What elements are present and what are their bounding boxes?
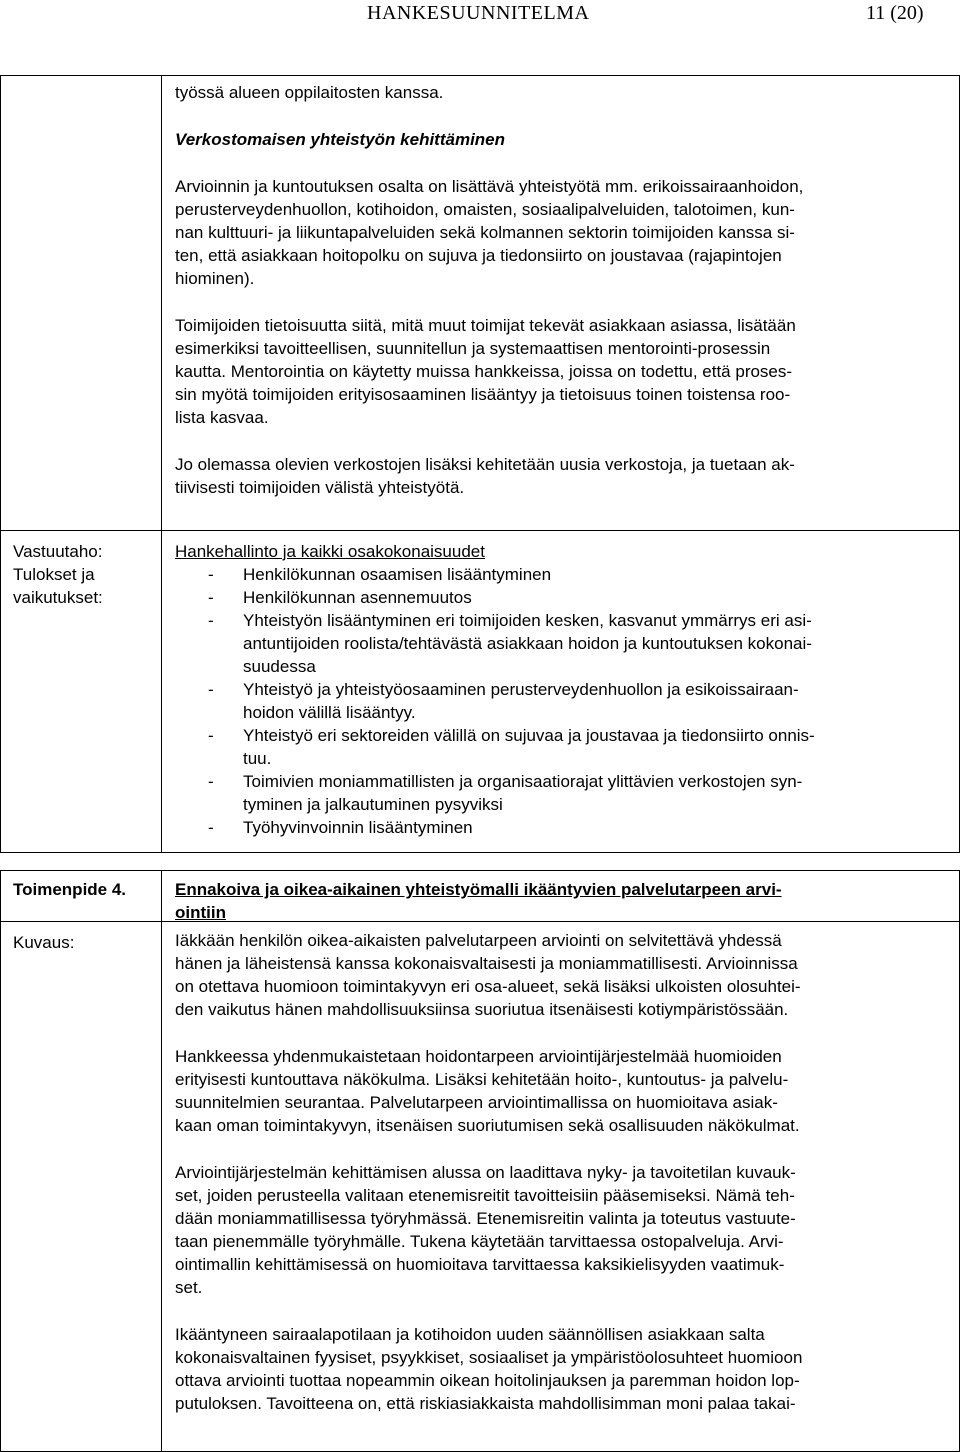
result-item: - Yhteistyö ja yhteistyöosaaminen perusterveydenhuollon ja esikoissairaan- hoidon välillä lisääntyy. <box>208 680 799 722</box>
plan-table-section-1 <box>0 75 960 853</box>
label-responsible: Vastuutaho: <box>13 542 103 561</box>
result-item: - Yhteistyö eri sektoreiden välillä on sujuvaa ja joustavaa ja tiedonsiirto onnis- tuu. <box>208 726 815 768</box>
text-line: työssä alueen oppilaitosten kanssa. <box>175 83 444 102</box>
responsible-party: Hankehallinto ja kaikki osakokonaisuudet <box>175 542 485 561</box>
result-item: - Työhyvinvoinnin lisääntyminen <box>208 818 473 837</box>
plan-table-section-2 <box>0 870 960 1452</box>
result-item: - Yhteistyön lisääntyminen eri toimijoiden kesken, kasvanut ymmärrys eri asi- antuntijoiden roolista/tehtävästä asiakkaan hoidon ja kuntoutuksen kokonai- suudessa <box>208 611 812 676</box>
description-label: Kuvaus: <box>13 933 75 952</box>
description-cell: Iäkkään henkilön oikea-aikaisten palvelutarpeen arviointi on selvitettävä yhdessä hänen ja läheistensä kanssa kokonaisvaltaisesti ja moniammatillisesti. Arvioinnissa on otettava huomioon toimintakyvyn eri osa-alueet, sekä lisäksi ulkoisten olosuhtei- den vaikutus hänen mahdollisuuksiinsa suoriutua itsenäisesti kotiympäristössään. Hankkeessa yhdenmukaistetaan hoidontarpeen arviointijärjestelmää huomioiden erityisesti kuntouttava näkökulma. Lisäksi kehitetään hoito-, kuntoutus- ja palvelu- suunnitelmien seurantaa. Palvelutarpeen arviointimallissa on huomioitava asiak- kaan oman toimintakyvyn, itsenäisen suoriutumisen sekä osallisuuden näkökulmat. Arviointijärjestelmän kehittämisen alussa on laadittava nyky- ja tavoitetilan kuvauk- set, joiden perusteella valitaan etenemisreitit tavoitteisiin pääsemiseksi. Nämä teh- dään moniammatillisessa työryhmässä. Etenemisreitin valinta ja toteutus vastuute- taan pienemmälle työryhmälle. Tukena käytetään tarvittaessa ostopalveluja. Arvi- ointimallin kehittämisessä on huomioitava tarvittaessa kaksikielisyyden vaatimuk- set. Ikääntyneen sairaalapotilaan ja kotihoidon uuden säännöllisen asiakkaan salta kokonaisvaltainen fyysiset, psyykkiset, sosiaaliset ja ympäristöolosuhteet huomioon ottava arviointi tuottaa nopeammin oikean hoitolinjauksen ja paremman hoidon lop- putuloksen. Tavoitteena on, että riskiasiakkaista mahdollisimman moni palaa takai- <box>175 931 803 1413</box>
label-cell <box>13 540 103 609</box>
label-results: Tulokset ja <box>13 565 95 584</box>
page-number: 11 (20) <box>866 2 924 24</box>
column-divider <box>161 76 162 852</box>
action-label: Toimenpide 4. <box>13 880 127 899</box>
results-cell <box>175 540 947 839</box>
column-divider <box>161 871 162 1451</box>
label-results-2: vaikutukset: <box>13 588 103 607</box>
result-item: - Henkilökunnan asennemuutos <box>208 588 472 607</box>
description-cell: työssä alueen oppilaitosten kanssa. Verkostomaisen yhteistyön kehittäminen Arvioinnin ja kuntoutuksen osalta on lisättävä yhteistyötä mm. erikoissairaanhoidon, perusterveydenhuollon, kotihoidon, omaisten, sosiaalipalveluiden, talotoimen, kun- nan kulttuuri- ja liikuntapalveluiden sekä kolmannen sektorin toimijoiden kanssa si- ten, että asiakkaan hoitopolku on sujuva ja tiedonsiirto on joustavaa (rajapintojen hiominen). Toimijoiden tietoisuutta siitä, mitä muut toimijat tekevät asiakkaan asiassa, lisätään esimerkiksi tavoitteellisen, suunnitellun ja systemaattisen mentorointi-prosessin kautta. Mentorointia on käytetty muissa hankkeissa, joissa on todettu, että proses- sin myötä toimijoiden erityisosaaminen lisääntyy ja tietoisuus toinen toistensa roo- lista kasvaa. Jo olemassa olevien verkostojen lisäksi kehitetään uusia verkostoja, ja tuetaan ak- tiivisesti toimijoiden välistä yhteistyötä. <box>175 81 947 499</box>
row-divider <box>1 530 959 531</box>
result-item: - Toimivien moniammatillisten ja organisaatiorajat ylittävien verkostojen syn- tyminen ja jalkautuminen pysyviksi <box>208 772 803 814</box>
section-heading: Verkostomaisen yhteistyön kehittäminen <box>175 130 506 149</box>
document-title: HANKESUUNNITELMA <box>367 2 590 24</box>
result-item: - Henkilökunnan osaamisen lisääntyminen <box>208 565 552 584</box>
action-title: Ennakoiva ja oikea-aikainen yhteistyömalli ikääntyvien palvelutarpeen arvi- ointiin <box>175 880 782 922</box>
